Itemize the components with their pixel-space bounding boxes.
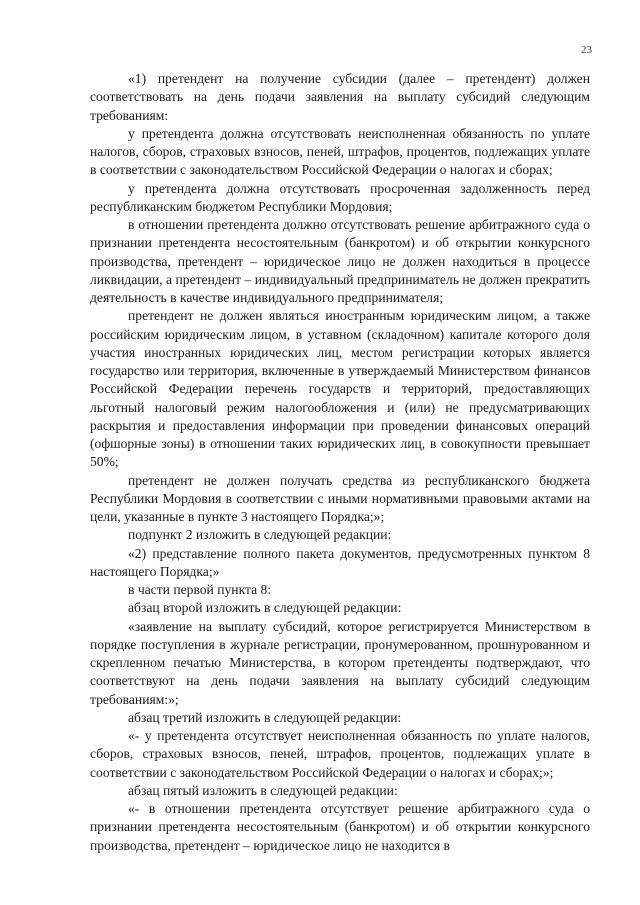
paragraph: в части первой пункта 8: bbox=[128, 582, 272, 597]
paragraph: абзац пятый изложить в следующей редакции: bbox=[128, 782, 398, 798]
paragraph: подпункт 2 изложить в следующей редакции: bbox=[128, 527, 392, 543]
paragraph: претендент не должен являться иностранным юридическим лицом, а также российским юридическим лицом, в уставном (складочном) капитале которого доля участия иностранных юридических лиц, местом регистрации которых является государство или территория, включенные в утверждаемый Министерством финансов Российской Федерации перечень государств и территорий, предоставляющих льготный налоговый режим налогообложения и (или) не предусматривающих раскрытия и предоставления информации при проведении финансовых операций (офшорные зоны) в отношении таких юридических лиц, в совокупности превышает 50%; bbox=[90, 308, 590, 470]
paragraph: «- у претендента отсутствует неисполненная обязанность по уплате налогов, сборов, страховых взносов, пеней, штрафов, процентов, подлежащих уплате в соответствии с законодательством Российской Федерации о налогах и сборах;»; bbox=[90, 728, 590, 780]
paragraph: в отношении претендента должно отсутствовать решение арбитражного суда о признании претендента несостоятельным (банкротом) и об открытии конкурсного производства, претендент – юридическое лицо не должен находиться в процессе ликвидации, а претендент – индивидуальный предприниматель не должен прекратить деятельность в качестве индивидуального предпринимателя; bbox=[90, 217, 590, 305]
paragraph: у претендента должна отсутствовать просроченная задолженность перед республиканским бюджетом Республики Мордовия; bbox=[90, 180, 590, 214]
paragraph: претендент не должен получать средства из республиканского бюджета Республики Мордовия в соответствии с иными нормативными правовыми актами на цели, указанные в пункте 3 настоящего Порядка;»; bbox=[90, 472, 590, 524]
document-body bbox=[90, 70, 590, 855]
paragraph: «1) претендент на получение субсидии (далее – претендент) должен соответствовать на день подачи заявления на выплату субсидий следующим требованиям: bbox=[90, 71, 590, 123]
paragraph: абзац второй изложить в следующей редакции: bbox=[128, 600, 402, 616]
paragraph: «- в отношении претендента отсутствует решение арбитражного суда о признании претендента несостоятельным (банкротом) и об открытии конкурсного производства, претендент – юридическое лицо не находится в bbox=[90, 801, 590, 853]
paragraph: у претендента должна отсутствовать неисполненная обязанность по уплате налогов, сборов, страховых взносов, пеней, штрафов, процентов, подлежащих уплате в соответствии с законодательством Российской Федерации о налогах и сборах; bbox=[90, 125, 590, 178]
paragraph: «заявление на выплату субсидий, которое регистрируется Министерством в порядке поступления в журнале регистрации, пронумерованном, прошнурованном и скрепленном печатью Министерства, в котором претенденты подтверждают, что соответствуют на день подачи заявления на выплату субсидий следующим требованиям:»; bbox=[90, 618, 590, 707]
paragraph: абзац третий изложить в следующей редакции: bbox=[128, 709, 402, 725]
page-number: 23 bbox=[581, 44, 592, 56]
paragraph: «2) представление полного пакета документов, предусмотренных пунктом 8 настоящего Порядка;» bbox=[90, 545, 590, 579]
